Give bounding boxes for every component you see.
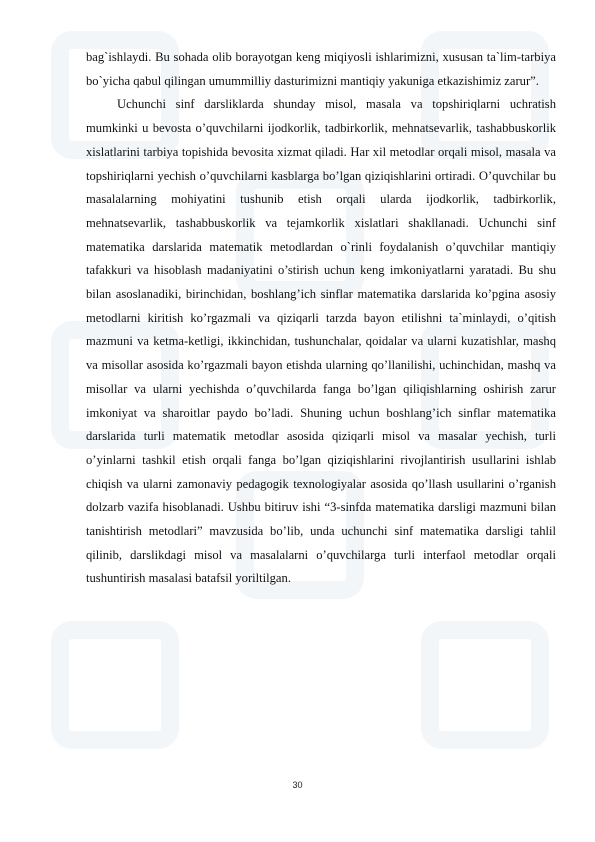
page-number: 30 <box>292 780 303 790</box>
body-text <box>86 46 556 591</box>
paragraph-main: Uchunchi sinf darsliklarda shunday misol, masala va topshiriqlarni uchratish mumkinki u bevosta o’quvchilarni ijodkorlik, tadbirkorlik, mehnatsevarlik, tashabbuskorlik xislatlarini tarbiya topishida bevosita xizmat qiladi. Har xil metodlar orqali misol, masala va topshiriqlarni yechish o’quvchilarni kasblarga bo’lgan qiziqishlarini ortiradi. O’quvchilar bu masalalarning mohiyatini tushunib etish orqali ularda ijodkorlik, tadbirkorlik, mehnatsevarlik, tashabbuskorlik va tejamkorlik xislatlari shakllanadi. Uchunchi sinf matematika darslarida matematik metodlardan o`rinli foydalanish o’quvchilar mantiqiy tafakkuri va hisoblash madaniyatini o’stirish uchun keng imkoniyatlarni yaratadi. Bu shu bilan asoslanadiki, birinchidan, boshlang’ich sinflar matematika darslarida ko’pgina asosiy metodlarni kiritish ko’rgazmali va qiziqarli tarzda bayon etilishni ta`minlaydi, o’qitish mazmuni va ketma-ketligi, ikkinchidan, tushunchalar, qoidalar va ularni kuzatishlar, mashq va misollar asosida ko’rgazmali bayon etishda ularning qo’llanilishi, uchinchidan, mashq va misollar va ularni yechishda o’quvchilarda fanga bo’lgan qiliqishlarning oshirish zarur imkoniyat va sharoitlar paydo bo’ladi. Shuning uchun boshlang’ich sinflar matematika darslarida turli matematik metodlar asosida qiziqarli misol va masalar yechish, turli o’yinlarni tashkil etish orqali fanga bo’lgan qiziqishlarini rivojlantirish usullarini ishlab chiqish va ularni zamonaviy pedagogik texnologiyalar asosida qo’llash usullarini o’rganish dolzarb vazifa hisoblanadi. Ushbu bitiruv ishi “3-sinfda matematika darsligi mazmuni bilan tanishtirish metodlari” mavzusida bo’lib, unda uchunchi sinf matematika darsligi tahlil qilinib, darslikdagi misol va masalalarni o’quvchilarga turli interfaol metodlar orqali tushuntirish masalasi batafsil yoriltilgan. <box>86 97 556 586</box>
paragraph-quote-end: bag`ishlaydi. Bu sohada olib borayotgan keng miqiyosli ishlarimizni, xususan ta`lim-tarbiya bo`yicha qabul qilingan umummilliy dasturimizni mantiqiy yakuniga etkazishimiz zarur”. <box>86 50 556 88</box>
